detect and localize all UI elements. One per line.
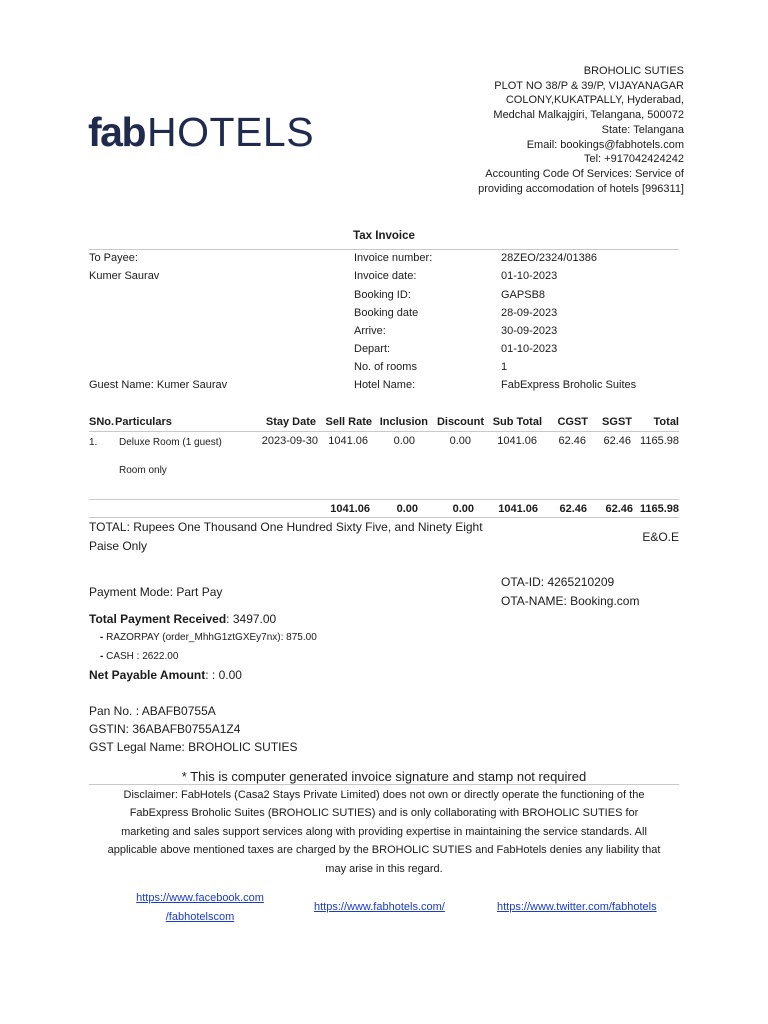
facebook-link-line[interactable]: /fabhotelscom xyxy=(165,911,235,923)
divider xyxy=(89,431,679,432)
detail-value: 28-09-2023 xyxy=(501,307,558,319)
detail-value: 1 xyxy=(501,361,508,373)
detail-label: Arrive: xyxy=(354,325,386,337)
detail-label: Invoice date: xyxy=(354,270,417,282)
payment-dash: - xyxy=(100,632,104,643)
gstin: GSTIN: 36ABAFB0755A1Z4 xyxy=(89,722,241,736)
row-sub-note: Room only xyxy=(119,465,167,476)
detail-value: GAPSB8 xyxy=(501,289,546,301)
detail-label: Invoice number: xyxy=(354,252,433,264)
payment-item-text: CASH : 2622.00 xyxy=(106,651,179,662)
address-line: providing accomodation of hotels [996311] xyxy=(478,182,684,195)
net-value: : : 0.00 xyxy=(205,668,242,682)
logo-bold-text: fab xyxy=(88,109,145,155)
disclaimer-line: applicable above mentioned taxes are charged by the BROHOLIC SUTIES and FabHotels denies any liability that xyxy=(107,844,661,857)
total-total: 1165.98 xyxy=(639,503,679,515)
total-sell-rate: 1041.06 xyxy=(330,503,370,515)
col-header-stay-date: Stay Date xyxy=(265,416,316,428)
address-line: Medchal Malkajgiri, Telangana, 500072 xyxy=(493,109,684,122)
total-sgst: 62.46 xyxy=(605,503,633,515)
net-payable xyxy=(89,668,242,683)
row-sno: 1. xyxy=(89,437,98,448)
total-discount: 0.00 xyxy=(452,503,474,515)
disclaimer-line: marketing and sales support services along with providing expertise in maintaining the service standards. All xyxy=(121,825,647,838)
col-header-sell-rate: Sell Rate xyxy=(325,416,372,428)
col-header-discount: Discount xyxy=(436,416,484,428)
row-cgst: 62.46 xyxy=(558,435,586,447)
total-payment-received xyxy=(89,612,276,627)
total-sub-total: 1041.06 xyxy=(498,503,538,515)
disclaimer-line: FabExpress Broholic Suites (BROHOLIC SUTIES) and is only collaborating with BROHOLIC SUTIES for xyxy=(129,807,639,820)
logo-light-text: HOTELS xyxy=(147,109,315,155)
payment-item xyxy=(100,650,178,663)
facebook-link-line[interactable]: https://www.facebook.com xyxy=(136,892,264,904)
col-header-sgst: SGST xyxy=(602,416,632,428)
detail-value: FabExpress Broholic Suites xyxy=(501,379,637,391)
address-line: State: Telangana xyxy=(601,123,684,136)
net-label: Net Payable Amount xyxy=(89,668,206,682)
ota-name: OTA-NAME: Booking.com xyxy=(501,594,640,608)
row-sgst: 62.46 xyxy=(603,435,631,447)
address-line: Accounting Code Of Services: Service of xyxy=(485,167,684,180)
payment-item-text: RAZORPAY (order_MhhG1ztGXEy7nx): 875.00 xyxy=(106,632,317,643)
address-line: Email: bookings@fabhotels.com xyxy=(526,138,684,151)
divider xyxy=(89,499,679,500)
received-label: Total Payment Received xyxy=(89,612,227,626)
address-line: PLOT NO 38/P & 39/P, VIJAYANAGAR xyxy=(494,79,684,92)
detail-value: 30-09-2023 xyxy=(501,325,558,337)
row-total: 1165.98 xyxy=(640,435,679,447)
total-cgst: 62.46 xyxy=(559,503,587,515)
payee-name: Kumer Saurav xyxy=(89,270,160,282)
website-link[interactable]: https://www.fabhotels.com/ xyxy=(314,901,445,913)
detail-value: 01-10-2023 xyxy=(501,270,558,282)
row-sub-total: 1041.06 xyxy=(497,435,537,447)
col-header-inclusion: Inclusion xyxy=(379,416,428,428)
total-words-line: TOTAL: Rupees One Thousand One Hundred Sixty Five, and Ninety Eight xyxy=(89,520,483,534)
fabhotels-logo xyxy=(88,110,314,154)
row-stay-date: 2023-09-30 xyxy=(261,435,318,447)
address-line: COLONY,KUKATPALLY, Hyderabad, xyxy=(505,94,684,107)
hotel-address-block xyxy=(354,64,684,196)
row-inclusion: 0.00 xyxy=(393,435,415,447)
detail-value: 01-10-2023 xyxy=(501,343,558,355)
gst-legal-name: GST Legal Name: BROHOLIC SUTIES xyxy=(89,740,298,754)
eoe-mark: E&O.E xyxy=(642,530,679,544)
divider xyxy=(89,249,679,250)
payee-label: To Payee: xyxy=(89,252,138,264)
address-line: Tel: +917042424242 xyxy=(583,153,684,166)
row-particulars: Deluxe Room (1 guest) xyxy=(119,437,222,448)
twitter-link[interactable]: https://www.twitter.com/fabhotels xyxy=(497,901,657,913)
row-sell-rate: 1041.06 xyxy=(328,435,368,447)
col-header-cgst: CGST xyxy=(557,416,588,428)
disclaimer-line: may arise in this regard. xyxy=(325,862,443,875)
address-line: BROHOLIC SUTIES xyxy=(583,65,684,77)
col-header-particulars: Particulars xyxy=(115,416,172,428)
divider xyxy=(89,784,679,785)
divider xyxy=(89,517,679,518)
detail-label: Booking ID: xyxy=(354,289,411,301)
payment-mode: Payment Mode: Part Pay xyxy=(89,585,223,599)
col-header-total: Total xyxy=(653,416,679,428)
payment-dash: - xyxy=(100,651,104,662)
guest-name: Guest Name: Kumer Saurav xyxy=(89,379,228,391)
received-value: : 3497.00 xyxy=(226,612,277,626)
col-header-sub-total: Sub Total xyxy=(492,416,542,428)
payment-item xyxy=(100,631,317,644)
invoice-title: Tax Invoice xyxy=(353,230,415,242)
disclaimer-line: Disclaimer: FabHotels (Casa2 Stays Private Limited) does not own or directly operate the functioning of the xyxy=(123,789,645,801)
pan-number: Pan No. : ABAFB0755A xyxy=(89,704,216,718)
detail-label: No. of rooms xyxy=(354,361,417,373)
total-inclusion: 0.00 xyxy=(396,503,418,515)
facebook-link[interactable] xyxy=(100,889,300,927)
disclaimer xyxy=(88,786,680,878)
total-words-line: Paise Only xyxy=(89,539,148,553)
detail-label: Booking date xyxy=(354,307,419,319)
detail-label: Depart: xyxy=(354,343,391,355)
col-header-sno: SNo. xyxy=(89,416,115,428)
row-discount: 0.00 xyxy=(449,435,471,447)
detail-value: 28ZEO/2324/01386 xyxy=(501,252,598,264)
ota-id: OTA-ID: 4265210209 xyxy=(501,575,615,589)
computer-generated-note: * This is computer generated invoice signature and stamp not required xyxy=(181,769,587,784)
detail-label: Hotel Name: xyxy=(354,379,416,391)
